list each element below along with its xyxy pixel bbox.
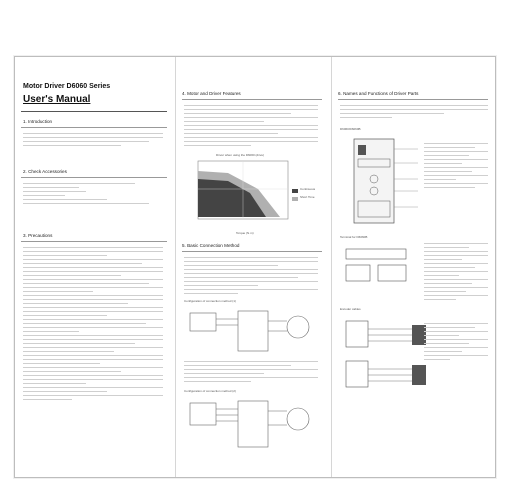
panel-label: D6060/D6060B: [340, 127, 361, 131]
conn2-caption: Configuration of connection method (2): [184, 389, 236, 393]
encoder-label: Encoder cables: [340, 307, 361, 311]
parts-intro: [340, 105, 488, 121]
column-3: [331, 57, 496, 477]
heading-introduction: 1. Introduction: [23, 119, 53, 124]
conn1-caption: Configuration of connection method (1): [184, 299, 236, 303]
heading-motor-features: 4. Motor and Driver Features: [182, 91, 241, 96]
terminal-diagram: [342, 243, 422, 293]
connection-diagram-2: [186, 397, 320, 457]
part-list-2: [424, 243, 488, 303]
terminal-label: Terminal for D6060B: [340, 235, 368, 239]
heading-check-accessories: 2. Check Accessories: [23, 169, 67, 174]
column-2: [175, 57, 324, 477]
legend-short-time: Short Time: [300, 195, 315, 199]
chart-xlabel: Torque (N·m): [236, 231, 254, 235]
part-list-1: [424, 143, 488, 191]
precautions-text: [23, 247, 163, 403]
doc-subtitle: User's Manual: [23, 94, 91, 105]
part-list-3: [424, 323, 488, 363]
title-rule: [21, 111, 167, 112]
connection-text: [184, 257, 318, 297]
column-1: [21, 57, 167, 477]
legend-continuous: Continuous: [300, 187, 316, 191]
heading-precautions: 3. Precautions: [23, 233, 53, 238]
heading-basic-connection: 5. Basic Connection Method: [182, 243, 240, 248]
accessories-list: [23, 183, 163, 207]
connection-diagram-1: [186, 307, 320, 357]
intro-text: [23, 133, 163, 149]
encoder-cable-diagram: [342, 315, 432, 399]
features-text: [184, 105, 318, 149]
manual-page: [14, 56, 496, 478]
speed-torque-chart: [188, 159, 320, 229]
chart-caption: Driver when using the D6060 (drive): [216, 153, 265, 157]
doc-title: Motor Driver D6060 Series: [23, 83, 111, 90]
heading-driver-parts: 6. Names and Functions of Driver Parts: [338, 91, 419, 96]
driver-panel-diagram: [342, 135, 422, 227]
